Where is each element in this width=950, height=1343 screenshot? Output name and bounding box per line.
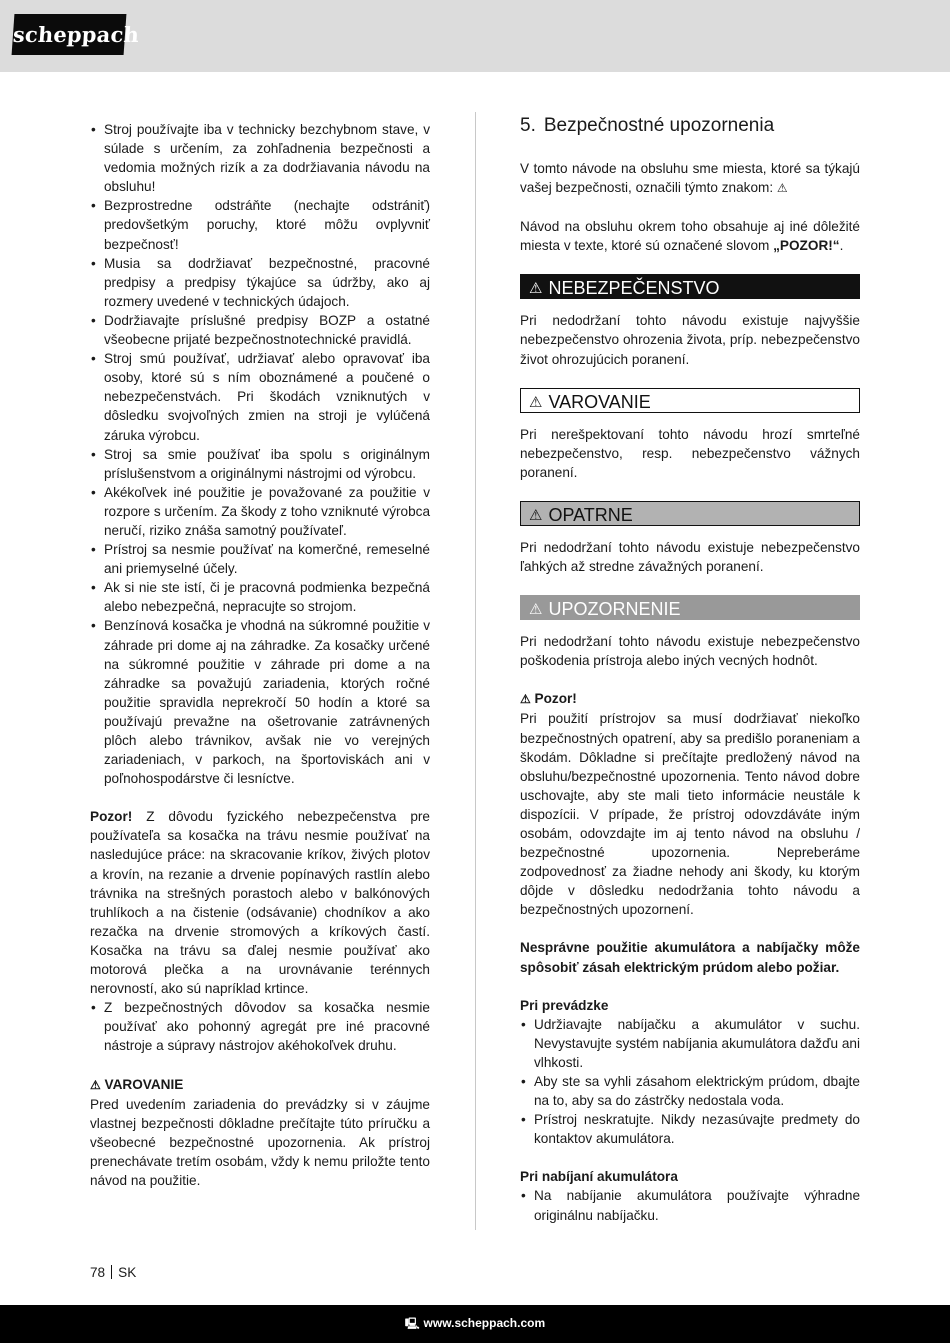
list-item: • Akékoľvek iné použitie je považované za použitie v rozpore s určením. Za škody z toho vzniknuté výrobca neručí, riziko znáša samotný používateľ. (90, 483, 430, 540)
caution-text: Pri nedodržaní tohto návodu existuje nebezpečenstvo ľahkých až stredne závažných poranení. (520, 539, 860, 575)
pozor-paragraph (90, 807, 430, 998)
header-bar (0, 0, 950, 72)
warning-text: Pred uvedením zariadenia do prevádzky si v záujme vlastnej bezpečnosti dôkladne prečítajte túto príručku a všeobecné bezpečnostné upozornenia. Ak prístroj prenechávate tretím osobám, vždy k nemu priložte tento návod na použitie. (90, 1096, 430, 1188)
danger-text: Pri nedodržaní tohto návodu existuje najvyššie nebezpečenstvo ohrozenia života, príp. nebezpečenstvo život ohrozujúcich poranení. (520, 313, 860, 367)
warning-box-text: Pri nerešpektovaní tohto návodu hrozí smrteľné nebezpečenstvo, resp. nebezpečenstvo vážnych poranení. (520, 426, 860, 480)
pozor-heading (520, 689, 860, 709)
warning-triangle-icon: ⚠ (529, 280, 543, 298)
list-item: • Ak si nie ste istí, či je pracovná podmienka bezpečná alebo nebezpečná, nepracujte so strojom. (90, 578, 430, 616)
page-separator (111, 1265, 112, 1279)
intro-paragraph-1 (520, 159, 860, 198)
warning-triangle-icon: ⚠ (529, 506, 543, 524)
pozor-text: Pri použití prístrojov sa musí dodržiavať niekoľko bezpečnostných opatrení, aby sa predišlo poraneniam a škodám. Dôkladne si prečítajte predložený návod na obsluhu/bezpečnostné upozornenia. Tento návod dobre uschovajte, aby ste mali tieto informácie neustále k dispozícii. V prípade, že prístroj odovzdáváte iným osobám, odovzdajte im aj tento návod na obsluhu / bezpečnostné upozornenia. Nepreberáme zodpovednosť za žiadne nehody ani škody, ku ktorým dôjde v dôsledku nedodržania tohto návodu a bezpečnostných upozornení. (520, 711, 860, 918)
warning-box (520, 388, 860, 413)
danger-box (520, 274, 860, 299)
page-number (90, 1265, 136, 1280)
caution-box (520, 501, 860, 526)
warning-heading (90, 1075, 430, 1095)
intro-text: . (839, 238, 844, 254)
warning-triangle-icon: ⚠ (529, 393, 543, 411)
intro-text: V tomto návode na obsluhu sme miesta, ktoré sa týkajú vašej bezpečnosti, označili týmto znakom: (520, 161, 860, 196)
warning-triangle-icon: ⚠ (520, 692, 531, 707)
intro-text: Návod na obsluhu okrem toho obsahuje aj iné dôležité miesta v texte, ktoré sú označené slovom (520, 219, 860, 254)
website-link[interactable]: www.scheppach.com (423, 1316, 546, 1330)
list-item: • Prístroj sa nesmie používať na komerčné, remeselné ani priemyselné účely. (90, 540, 430, 578)
notice-label: UPOZORNENIE (548, 599, 681, 620)
list-item: • Dodržiavajte príslušné predpisy BOZP a ostatné všeobecne prijaté bezpečnostnotechnické pravidlá. (90, 311, 430, 349)
warning-triangle-icon: ⚠ (90, 1077, 101, 1092)
list-item: • Benzínová kosačka je vhodná na súkromné použitie v záhrade pri dome aj na záhradke. Za kosačky určené na súkromné použitie v záhrade pri dome a na záhradke sa považujú zariadenia, ktorých ročné použitie spravidla neprekročí 50 hodín a ktoré sa používajú prevažne na ošetrovanie zatrávnených plôch alebo trávnikov, avšak nie vo verejných zariadeniach, v parkoch, na športoviskách ani v poľnohospodárstve či lesníctve. (90, 616, 430, 788)
restriction-bullet-list (90, 998, 430, 1055)
operation-bullet-list (520, 1015, 860, 1149)
warning-triangle-icon: ⚠ (776, 181, 788, 196)
charging-heading: Pri nabíjaní akumulátora (520, 1169, 678, 1185)
notice-text: Pri nedodržaní tohto návodu existuje nebezpečenstvo poškodenia prístroja alebo iných vecných hodnôt. (520, 634, 860, 669)
operation-heading: Pri prevádzke (520, 997, 609, 1013)
notice-box (520, 595, 860, 620)
list-item: • Stroj sa smie používať iba spolu s originálnym príslušenstvom a originálnymi nástrojmi od výrobcu. (90, 445, 430, 483)
column-divider (475, 112, 476, 1230)
list-item: • Udržiavajte nabíjačku a akumulátor v suchu. Nevystavujte systém nabíjania akumulátora dažďu ani vlhkosti. (520, 1015, 860, 1072)
pozor-heading-label: Pozor! (534, 691, 577, 707)
list-item: • Stroj používajte iba v technicky bezchybnom stave, v súlade s určením, za zohľadnenia bezpečnosti a vedomia možných rizík a za dodržiavania návodu na obsluhu! (90, 120, 430, 196)
safety-bullet-list (90, 120, 430, 788)
list-item: • Bezprostredne odstráňte (nechajte odstrániť) predovšetkým poruchy, ktoré môžu ovplyvniť bezpečnosť! (90, 196, 430, 253)
danger-label: NEBEZPEČENSTVO (548, 278, 720, 299)
warning-label: VAROVANIE (548, 391, 651, 412)
list-item: • Musia sa dodržiavať bezpečnostné, pracovné predpisy a predpisy týkajúce sa údržby, ako aj rozmery uvedené v technických údajoch. (90, 254, 430, 311)
left-column (90, 120, 430, 1190)
scheppach-logo: scheppach (12, 14, 127, 55)
battery-warning: Nesprávne použitie akumulátora a nabíjačky môže spôsobiť zásah elektrickým prúdom alebo požiar. (520, 940, 860, 975)
list-item: • Na nabíjanie akumulátora používajte výhradne originálnu nabíjačku. (520, 1186, 860, 1224)
section-title (520, 113, 860, 139)
footer-bar (0, 1305, 950, 1343)
section-title-text: Bezpečnostné upozornenia (543, 115, 775, 136)
globe-icon: 🖳 (404, 1318, 420, 1330)
list-item: • Stroj smú používať, udržiavať alebo opravovať iba osoby, ktoré sú s ním oboznámené a poučené o nebezpečenstvách. Pri škodách vzniknutých v dôsledku svojvoľných zmien na stroji je vylúčená záruka výrobcu. (90, 349, 430, 444)
right-column (520, 113, 860, 1225)
list-item: • Aby ste sa vyhli zásahom elektrickým prúdom, dbajte na to, aby sa do zástrčky nedostala voda. (520, 1072, 860, 1110)
warning-heading-label: VAROVANIE (104, 1076, 184, 1092)
pozor-text: Z dôvodu fyzického nebezpečenstva pre používateľa sa kosačka na trávu nesmie používať na nasledujúce práce: na skracovanie kríkov, živých plotov a krovín, na rezanie a drvenie popínavých rastlín alebo trávnika na strešných porastoch alebo v balkónových truhlíkoch a na čistenie (odsávanie) chodníkov a ako rezačka na drvenie stromových a kríkových častí. Kosačka na trávu sa ďalej nesmie používať ako motorová plečka a na urovnávanie terénnych nerovností, ako sú napríklad krtince. (90, 809, 430, 997)
charging-bullet-list (520, 1186, 860, 1224)
caution-label: OPATRNE (548, 504, 633, 525)
language-code: SK (118, 1265, 137, 1280)
intro-paragraph-2 (520, 217, 860, 255)
warning-triangle-icon: ⚠ (529, 601, 543, 619)
pozor-word: „POZOR!“ (773, 238, 840, 254)
page-number-value: 78 (90, 1265, 106, 1280)
list-item: • Prístroj neskratujte. Nikdy nezasúvajte predmety do kontaktov akumulátora. (520, 1110, 860, 1148)
section-number: 5. (520, 115, 536, 136)
pozor-label: Pozor! (90, 809, 133, 825)
list-item: • Z bezpečnostných dôvodov sa kosačka nesmie používať ako pohonný agregát pre iné pracovné nástroje a súpravy nástrojov akéhokoľvek druhu. (90, 998, 430, 1055)
